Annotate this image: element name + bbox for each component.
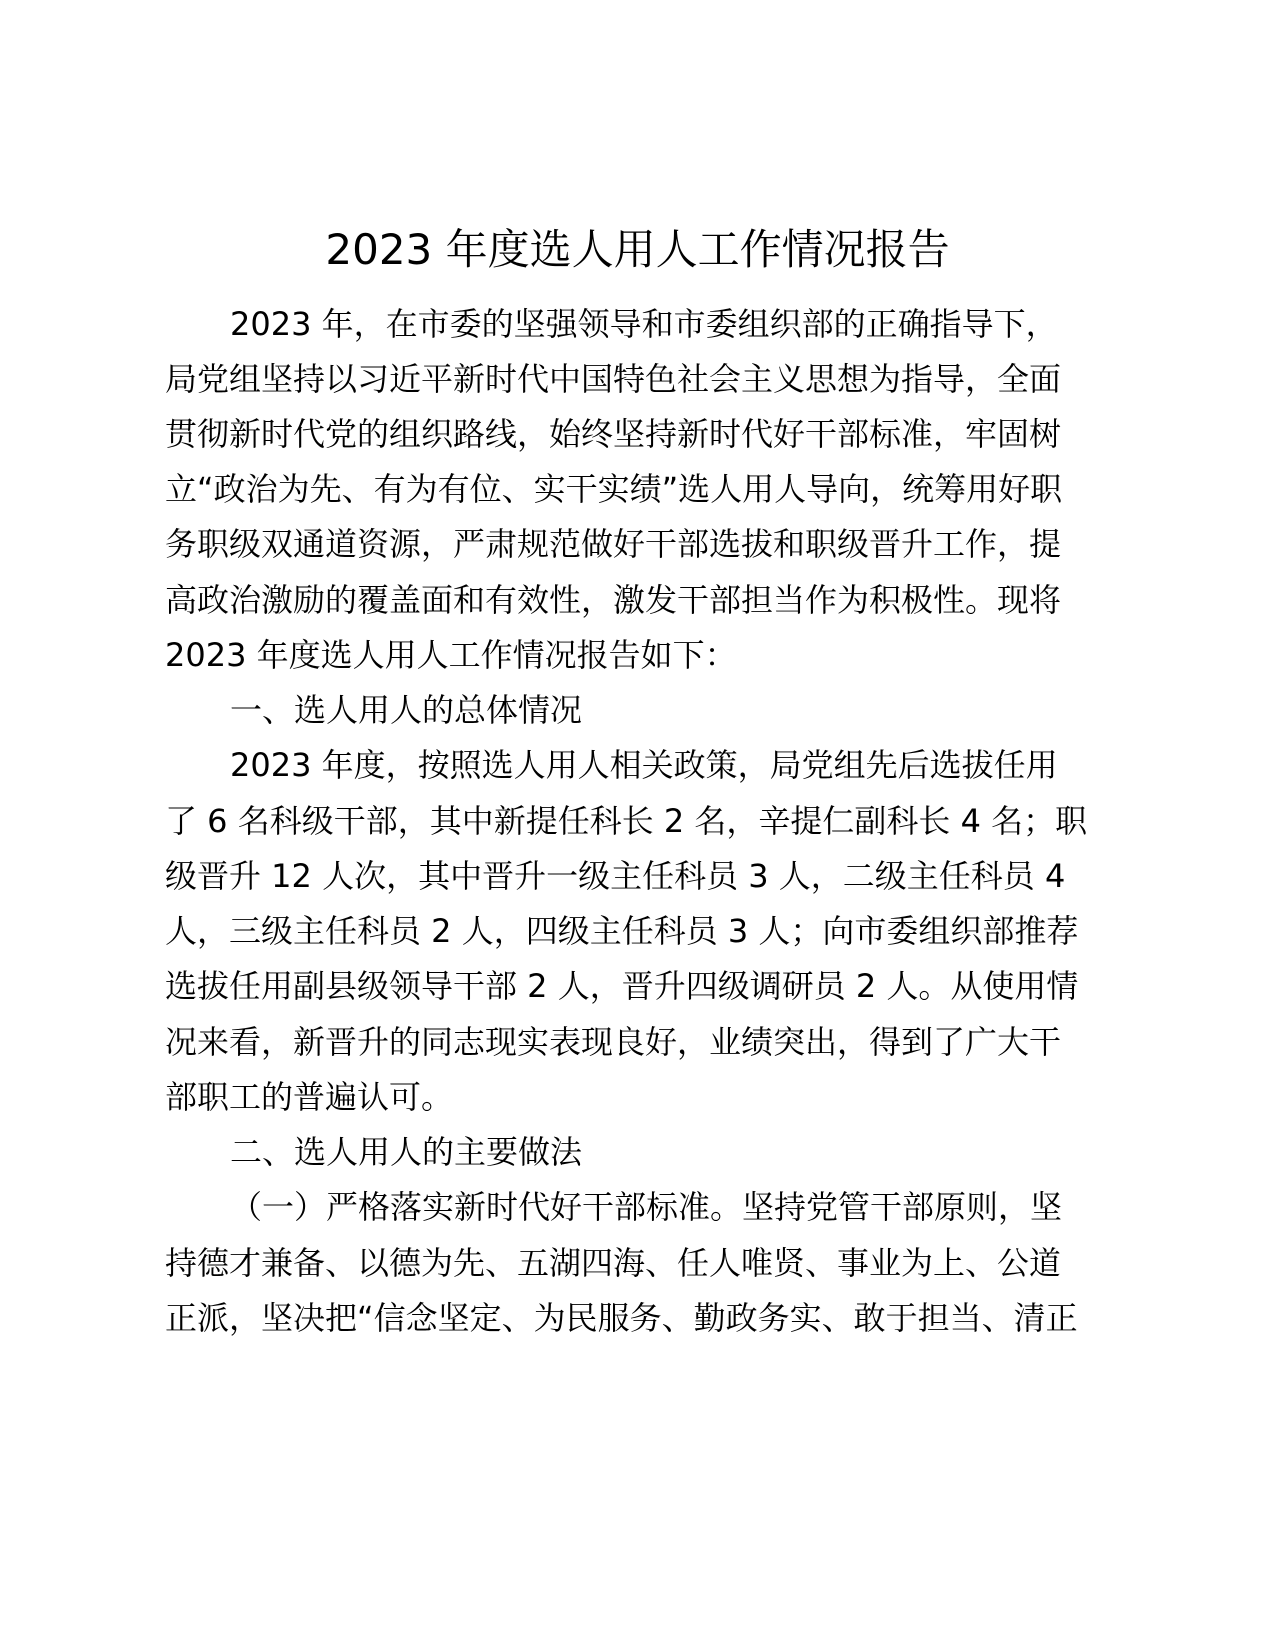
paragraph-1-line-5: 务职级双通道资源，严肃规范做好干部选拔和职级晋升工作，提: [165, 525, 1062, 563]
paragraph-2-line-3: 级晋升 12 人次，其中晋升一级主任科员 3 人，二级主任科员 4: [165, 857, 1066, 895]
paragraph-1-line-1: 2023 年，在市委的坚强领导和市委组织部的正确指导下，: [230, 305, 1058, 343]
paragraph-1-line-6: 高政治激励的覆盖面和有效性，激发干部担当作为积极性。现将: [165, 581, 1062, 619]
paragraph-2-line-5: 选拔任用副县级领导干部 2 人，晋升四级调研员 2 人。从使用情: [165, 967, 1079, 1005]
paragraph-1-line-7: 2023 年度选人用人工作情况报告如下：: [165, 636, 737, 674]
paragraph-1-line-4: 立“政治为先、有为有位、实干实绩”选人用人导向，统筹用好职: [165, 470, 1063, 508]
section-heading-1: 一、选人用人的总体情况: [230, 691, 583, 729]
paragraph-1-line-3: 贯彻新时代党的组织路线，始终坚持新时代好干部标准，牢固树: [165, 415, 1062, 453]
paragraph-2-line-4: 人，三级主任科员 2 人，四级主任科员 3 人；向市委组织部推荐: [165, 912, 1079, 950]
paragraph-3-line-3: 正派，坚决把“信念坚定、为民服务、勤政务实、敢于担当、清正: [165, 1299, 1078, 1337]
paragraph-2-line-7: 部职工的普遍认可。: [165, 1078, 454, 1116]
paragraph-2-line-6: 况来看，新晋升的同志现实表现良好，业绩突出，得到了广大干: [165, 1023, 1062, 1061]
section-heading-2: 二、选人用人的主要做法: [230, 1133, 583, 1171]
document-title: 2023 年度选人用人工作情况报告: [325, 225, 950, 274]
paragraph-2-line-2: 了 6 名科级干部，其中新提任科长 2 名，辛提仁副科长 4 名；职: [165, 802, 1088, 840]
paragraph-3-line-2: 持德才兼备、以德为先、五湖四海、任人唯贤、事业为上、公道: [165, 1244, 1062, 1282]
paragraph-2-line-1: 2023 年度，按照选人用人相关政策，局党组先后选拔任用: [230, 746, 1058, 784]
paragraph-3-line-1: （一）严格落实新时代好干部标准。坚持党管干部原则，坚: [230, 1188, 1063, 1226]
paragraph-1-line-2: 局党组坚持以习近平新时代中国特色社会主义思想为指导，全面: [165, 360, 1062, 398]
